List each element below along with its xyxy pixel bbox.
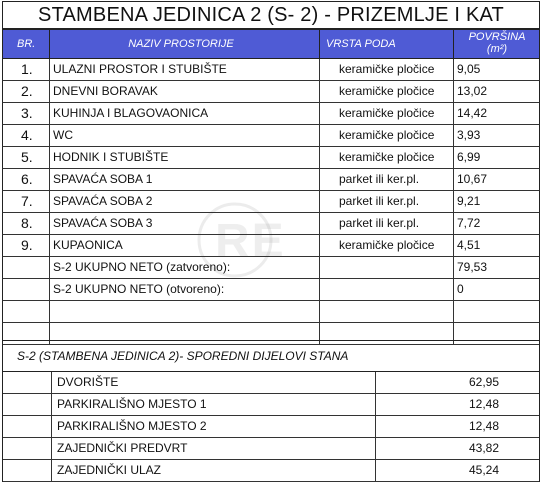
cell-vrsta: keramičke pločice (339, 84, 435, 98)
column-divider (453, 279, 454, 300)
column-divider (49, 125, 50, 146)
section2-title: S-2 (STAMBENA JEDINICA 2)- SPOREDNI DIJELOVI STANA (2, 340, 540, 372)
column-divider (51, 416, 52, 437)
column-divider (319, 169, 320, 190)
cell-povrsina: 6,99 (457, 150, 481, 164)
column-divider (51, 394, 52, 415)
section2-povrsina: 12,48 (468, 419, 499, 433)
section2-row (3, 460, 539, 482)
section2-row (3, 394, 539, 416)
cell-br: 9. (21, 237, 33, 253)
cell-naziv: KUPAONICA (53, 238, 123, 252)
table-row (2, 59, 540, 81)
column-divider (49, 169, 50, 190)
cell-naziv: SPAVAĆA SOBA 1 (53, 172, 153, 186)
cell-naziv: WC (53, 128, 73, 142)
table-row (2, 257, 540, 279)
column-divider (453, 125, 454, 146)
column-divider (319, 213, 320, 234)
cell-povrsina: 79,53 (457, 260, 488, 274)
table-row (2, 169, 540, 191)
section2-row (3, 438, 539, 460)
table-title: STAMBENA JEDINICA 2 (S- 2) - PRIZEMLJE I KAT (2, 1, 540, 29)
column-divider (49, 103, 50, 124)
cell-br: 1. (21, 61, 33, 77)
table-row (2, 103, 540, 125)
column-divider (319, 301, 320, 322)
column-divider (453, 191, 454, 212)
column-divider (49, 279, 50, 300)
table-row (2, 125, 540, 147)
cell-vrsta: keramičke pločice (339, 106, 435, 120)
column-divider (51, 438, 52, 459)
table-body (2, 59, 540, 345)
column-divider (375, 394, 376, 415)
cell-naziv: S-2 UKUPNO NETO (zatvoreno): (53, 260, 231, 274)
cell-povrsina: 4,51 (457, 238, 481, 252)
header-vrsta: VRSTA PODA (319, 30, 454, 58)
column-divider (319, 279, 320, 300)
cell-povrsina: 9,05 (457, 62, 481, 76)
header-naziv: NAZIV PROSTORIJE (49, 30, 312, 58)
column-divider (49, 213, 50, 234)
column-divider (49, 235, 50, 256)
column-divider (319, 125, 320, 146)
column-divider (375, 460, 376, 481)
cell-vrsta: parket ili ker.pl. (339, 172, 420, 186)
column-divider (49, 81, 50, 102)
column-divider (319, 81, 320, 102)
cell-vrsta: parket ili ker.pl. (339, 194, 420, 208)
cell-vrsta: keramičke pločice (339, 62, 435, 76)
column-divider (51, 460, 52, 481)
column-divider (319, 191, 320, 212)
table-row (2, 147, 540, 169)
header-br: BR. (17, 38, 36, 50)
table-row (2, 213, 540, 235)
section2-povrsina: 62,95 (468, 375, 499, 389)
header-povrsina-label: POVRŠINA (468, 31, 526, 43)
column-divider (375, 372, 376, 393)
cell-povrsina: 0 (457, 282, 464, 296)
section2-naziv: ZAJEDNIČKI ULAZ (57, 463, 162, 477)
section2-povrsina: 12,48 (468, 397, 499, 411)
cell-vrsta: keramičke pločice (339, 238, 435, 252)
column-divider (453, 81, 454, 102)
column-divider (453, 257, 454, 278)
cell-naziv: KUHINJA I BLAGOVAONICA (53, 106, 209, 120)
table-header (2, 29, 540, 59)
cell-vrsta: keramičke pločice (339, 150, 435, 164)
column-divider (453, 213, 454, 234)
column-divider (453, 103, 454, 124)
column-divider (453, 301, 454, 322)
cell-naziv: DNEVNI BORAVAK (53, 84, 158, 98)
cell-br: 3. (21, 105, 33, 121)
column-divider (319, 59, 320, 80)
cell-naziv: S-2 UKUPNO NETO (otvoreno): (53, 282, 225, 296)
column-divider (375, 416, 376, 437)
table-row (2, 235, 540, 257)
table-row (2, 279, 540, 301)
cell-povrsina: 10,67 (457, 172, 488, 186)
header-povrsina (453, 30, 540, 59)
cell-naziv: SPAVAĆA SOBA 2 (53, 194, 153, 208)
cell-br: 6. (21, 171, 33, 187)
cell-vrsta: keramičke pločice (339, 128, 435, 142)
column-divider (51, 372, 52, 393)
section2-naziv: DVORIŠTE (57, 375, 119, 389)
cell-br: 4. (21, 127, 33, 143)
table-row (2, 191, 540, 213)
section2-row (3, 372, 539, 394)
column-divider (319, 103, 320, 124)
cell-naziv: HODNIK I STUBIŠTE (53, 150, 169, 164)
column-divider (375, 438, 376, 459)
cell-br: 7. (21, 193, 33, 209)
section2-naziv: ZAJEDNIČKI PREDVRT (57, 441, 188, 455)
cell-naziv: ULAZNI PROSTOR I STUBIŠTE (53, 62, 227, 76)
table-row (2, 81, 540, 103)
cell-povrsina: 3,93 (457, 128, 481, 142)
column-divider (319, 257, 320, 278)
header-povrsina-unit: (m²) (486, 43, 508, 55)
column-divider (453, 169, 454, 190)
column-divider (453, 59, 454, 80)
column-divider (319, 235, 320, 256)
column-divider (49, 191, 50, 212)
cell-povrsina: 9,21 (457, 194, 481, 208)
column-divider (49, 257, 50, 278)
cell-br: 2. (21, 83, 33, 99)
cell-br: 5. (21, 149, 33, 165)
section2-naziv: PARKIRALIŠNO MJESTO 2 (57, 419, 207, 433)
cell-br: 8. (21, 215, 33, 231)
column-divider (453, 235, 454, 256)
column-divider (319, 147, 320, 168)
section2-body (2, 372, 540, 482)
cell-povrsina: 7,72 (457, 216, 481, 230)
column-divider (49, 301, 50, 322)
column-divider (453, 147, 454, 168)
cell-vrsta: parket ili ker.pl. (339, 216, 420, 230)
svg-text:RE: RE (215, 215, 286, 268)
section2-povrsina: 45,24 (468, 463, 499, 477)
section2-row (3, 416, 539, 438)
section2-povrsina: 43,82 (468, 441, 499, 455)
column-divider (49, 59, 50, 80)
column-divider (49, 147, 50, 168)
cell-povrsina: 13,02 (457, 84, 488, 98)
cell-povrsina: 14,42 (457, 106, 488, 120)
cell-naziv: SPAVAĆA SOBA 3 (53, 216, 153, 230)
section2-naziv: PARKIRALIŠNO MJESTO 1 (57, 397, 207, 411)
table-row (2, 301, 540, 323)
